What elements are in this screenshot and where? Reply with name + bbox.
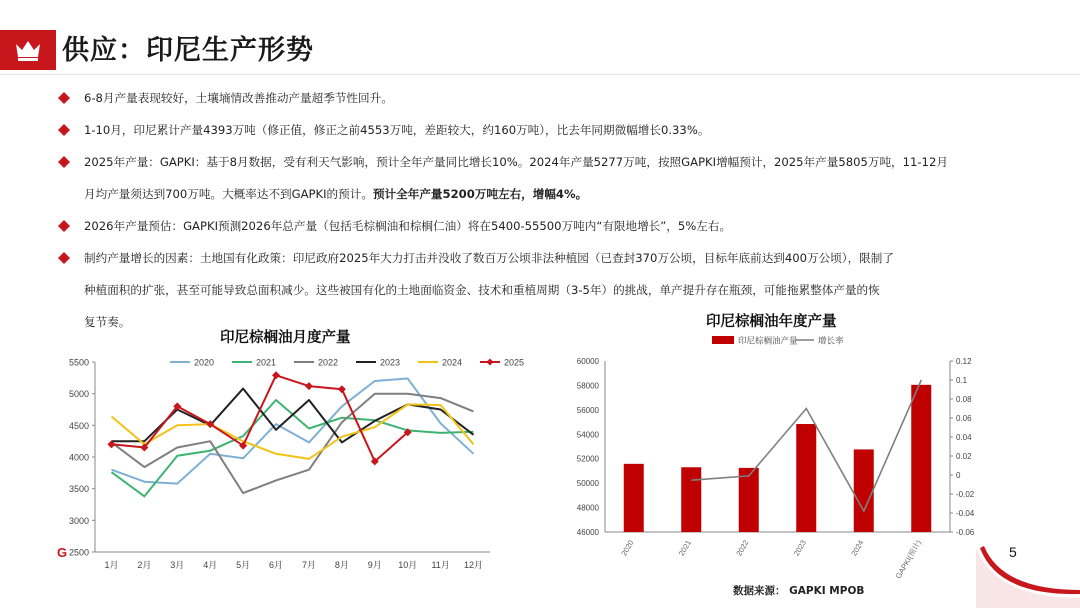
x-tick-label: 2021 <box>676 538 693 558</box>
legend-marker <box>487 359 494 366</box>
annual-chart-title: 印尼棕榈油年度产量 <box>706 314 837 330</box>
right-tick-label: 0.12 <box>956 357 972 366</box>
data-point-2025 <box>305 382 313 390</box>
bullet-text-line: 复节奏。 <box>84 315 131 329</box>
legend-label: 2024 <box>442 357 463 368</box>
left-tick-label: 54000 <box>576 430 599 440</box>
y-tick-label: 4000 <box>68 452 89 463</box>
y-tick-label: 3000 <box>68 515 89 526</box>
data-point-2025 <box>338 385 346 393</box>
x-tick-label: 2022 <box>734 538 751 558</box>
data-point-2025 <box>272 371 280 379</box>
x-tick-label: GAPKI(预计) <box>893 538 923 581</box>
x-tick-label: 11月 <box>431 560 450 570</box>
right-tick-label: 0.1 <box>956 376 968 385</box>
x-tick-label: 5月 <box>236 560 251 570</box>
y-tick-label: 2500 <box>68 547 89 558</box>
y-tick-label: 5500 <box>68 357 89 368</box>
x-tick-label: 2024 <box>849 538 866 558</box>
right-tick-label: 0 <box>956 471 961 480</box>
legend-label: 2021 <box>256 357 277 368</box>
bullet-text-emphasis: 预计全年产量5200万吨左右，增幅4%。 <box>372 187 588 201</box>
annual-chart-svg <box>540 0 980 608</box>
right-tick-label: 0.02 <box>956 452 972 461</box>
production-bar <box>796 424 816 532</box>
bullet-text: 1-10月，印尼累计产量4393万吨（修正值，修正之前4553万吨，差距较大，约160万吨），比去年同期微幅增长0.33%。 <box>84 123 710 137</box>
right-tick-label: 0.04 <box>956 433 972 442</box>
bullet-text-normal: 月均产量须达到700万吨。大概率达不到GAPKI的预计。 <box>84 187 373 201</box>
left-tick-label: 56000 <box>576 405 599 415</box>
legend-label: 2022 <box>318 357 339 368</box>
right-tick-label: -0.06 <box>956 528 975 537</box>
production-bar <box>624 464 644 532</box>
left-tick-label: 60000 <box>576 357 599 366</box>
x-tick-label: 12月 <box>464 560 484 570</box>
y-tick-label: 3500 <box>68 484 89 495</box>
right-tick-label: -0.04 <box>956 509 975 518</box>
legend-label: 2020 <box>194 357 215 368</box>
page-number: 5 <box>1009 544 1017 560</box>
production-bar <box>854 449 874 532</box>
x-tick-label: 7月 <box>301 560 316 570</box>
page-title: 供应：印尼生产形势 <box>62 35 314 66</box>
legend-label: 2025 <box>504 357 525 368</box>
left-tick-label: 58000 <box>576 381 599 391</box>
left-tick-label: 52000 <box>576 454 599 464</box>
data-source: 数据来源： GAPKI MPOB <box>733 585 865 597</box>
page-corner-swoosh <box>976 528 1080 608</box>
x-tick-label: 2月 <box>137 560 152 570</box>
production-bar <box>911 385 931 532</box>
right-tick-label: 0.08 <box>956 395 972 404</box>
x-tick-label: 6月 <box>269 560 284 570</box>
x-tick-label: 4月 <box>203 560 218 570</box>
series-line-2022 <box>112 394 474 493</box>
legend-swatch-bar <box>712 336 734 344</box>
corner-logo-fragment: G <box>57 545 68 560</box>
y-tick-label: 4500 <box>68 420 89 431</box>
production-bar <box>681 467 701 532</box>
x-tick-label: 1月 <box>104 560 119 570</box>
x-tick-label: 3月 <box>170 560 185 570</box>
left-tick-label: 46000 <box>576 528 599 537</box>
legend-label: 2023 <box>380 357 401 368</box>
bullet-text: 6-8月产量表现较好，土壤墒情改善推动产量超季节性回升。 <box>84 91 393 105</box>
right-tick-label: -0.02 <box>956 490 975 499</box>
bullet-text-line: 制约产量增长的因素：土地国有化政策：印尼政府2025年大力打击并没收了数百万公顷非法种植园（已查封370万公顷，目标年底前达到400万公顷），限制了 <box>84 251 894 265</box>
x-tick-label: 2020 <box>619 538 636 558</box>
x-tick-label: 10月 <box>398 560 418 570</box>
right-tick-label: 0.06 <box>956 414 972 423</box>
legend-label: 增长率 <box>818 335 844 346</box>
x-tick-label: 2023 <box>791 538 808 558</box>
monthly-chart-title: 印尼棕榈油月度产量 <box>220 330 351 346</box>
y-tick-label: 5000 <box>68 389 89 400</box>
left-tick-label: 48000 <box>576 503 599 513</box>
bullet-text-line: 2025年产量：GAPKI：基于8月数据，受有利天气影响，预计全年产量同比增长10%。2024年产量5277万吨，按照GAPKI增幅预计，2025年产量5805万吨，11-12月 <box>84 155 948 169</box>
bullet-text: 2026年产量预估：GAPKI预测2026年总产量（包括毛棕榈油和棕榈仁油）将在5400-55500万吨内“有限地增长”，5%左右。 <box>84 219 732 233</box>
legend-label: 印尼棕榈油产量 <box>738 335 798 346</box>
x-tick-label: 9月 <box>367 560 382 570</box>
left-tick-label: 50000 <box>576 479 599 489</box>
x-tick-label: 8月 <box>334 560 349 570</box>
bullet-text-line: 种植面积的扩张，甚至可能导致总面积减少。这些被国有化的土地面临资金、技术和重植周期（3-5年）的挑战，单产提升存在瓶颈，可能拖累整体产量的恢 <box>84 283 880 297</box>
production-bar <box>739 468 759 532</box>
